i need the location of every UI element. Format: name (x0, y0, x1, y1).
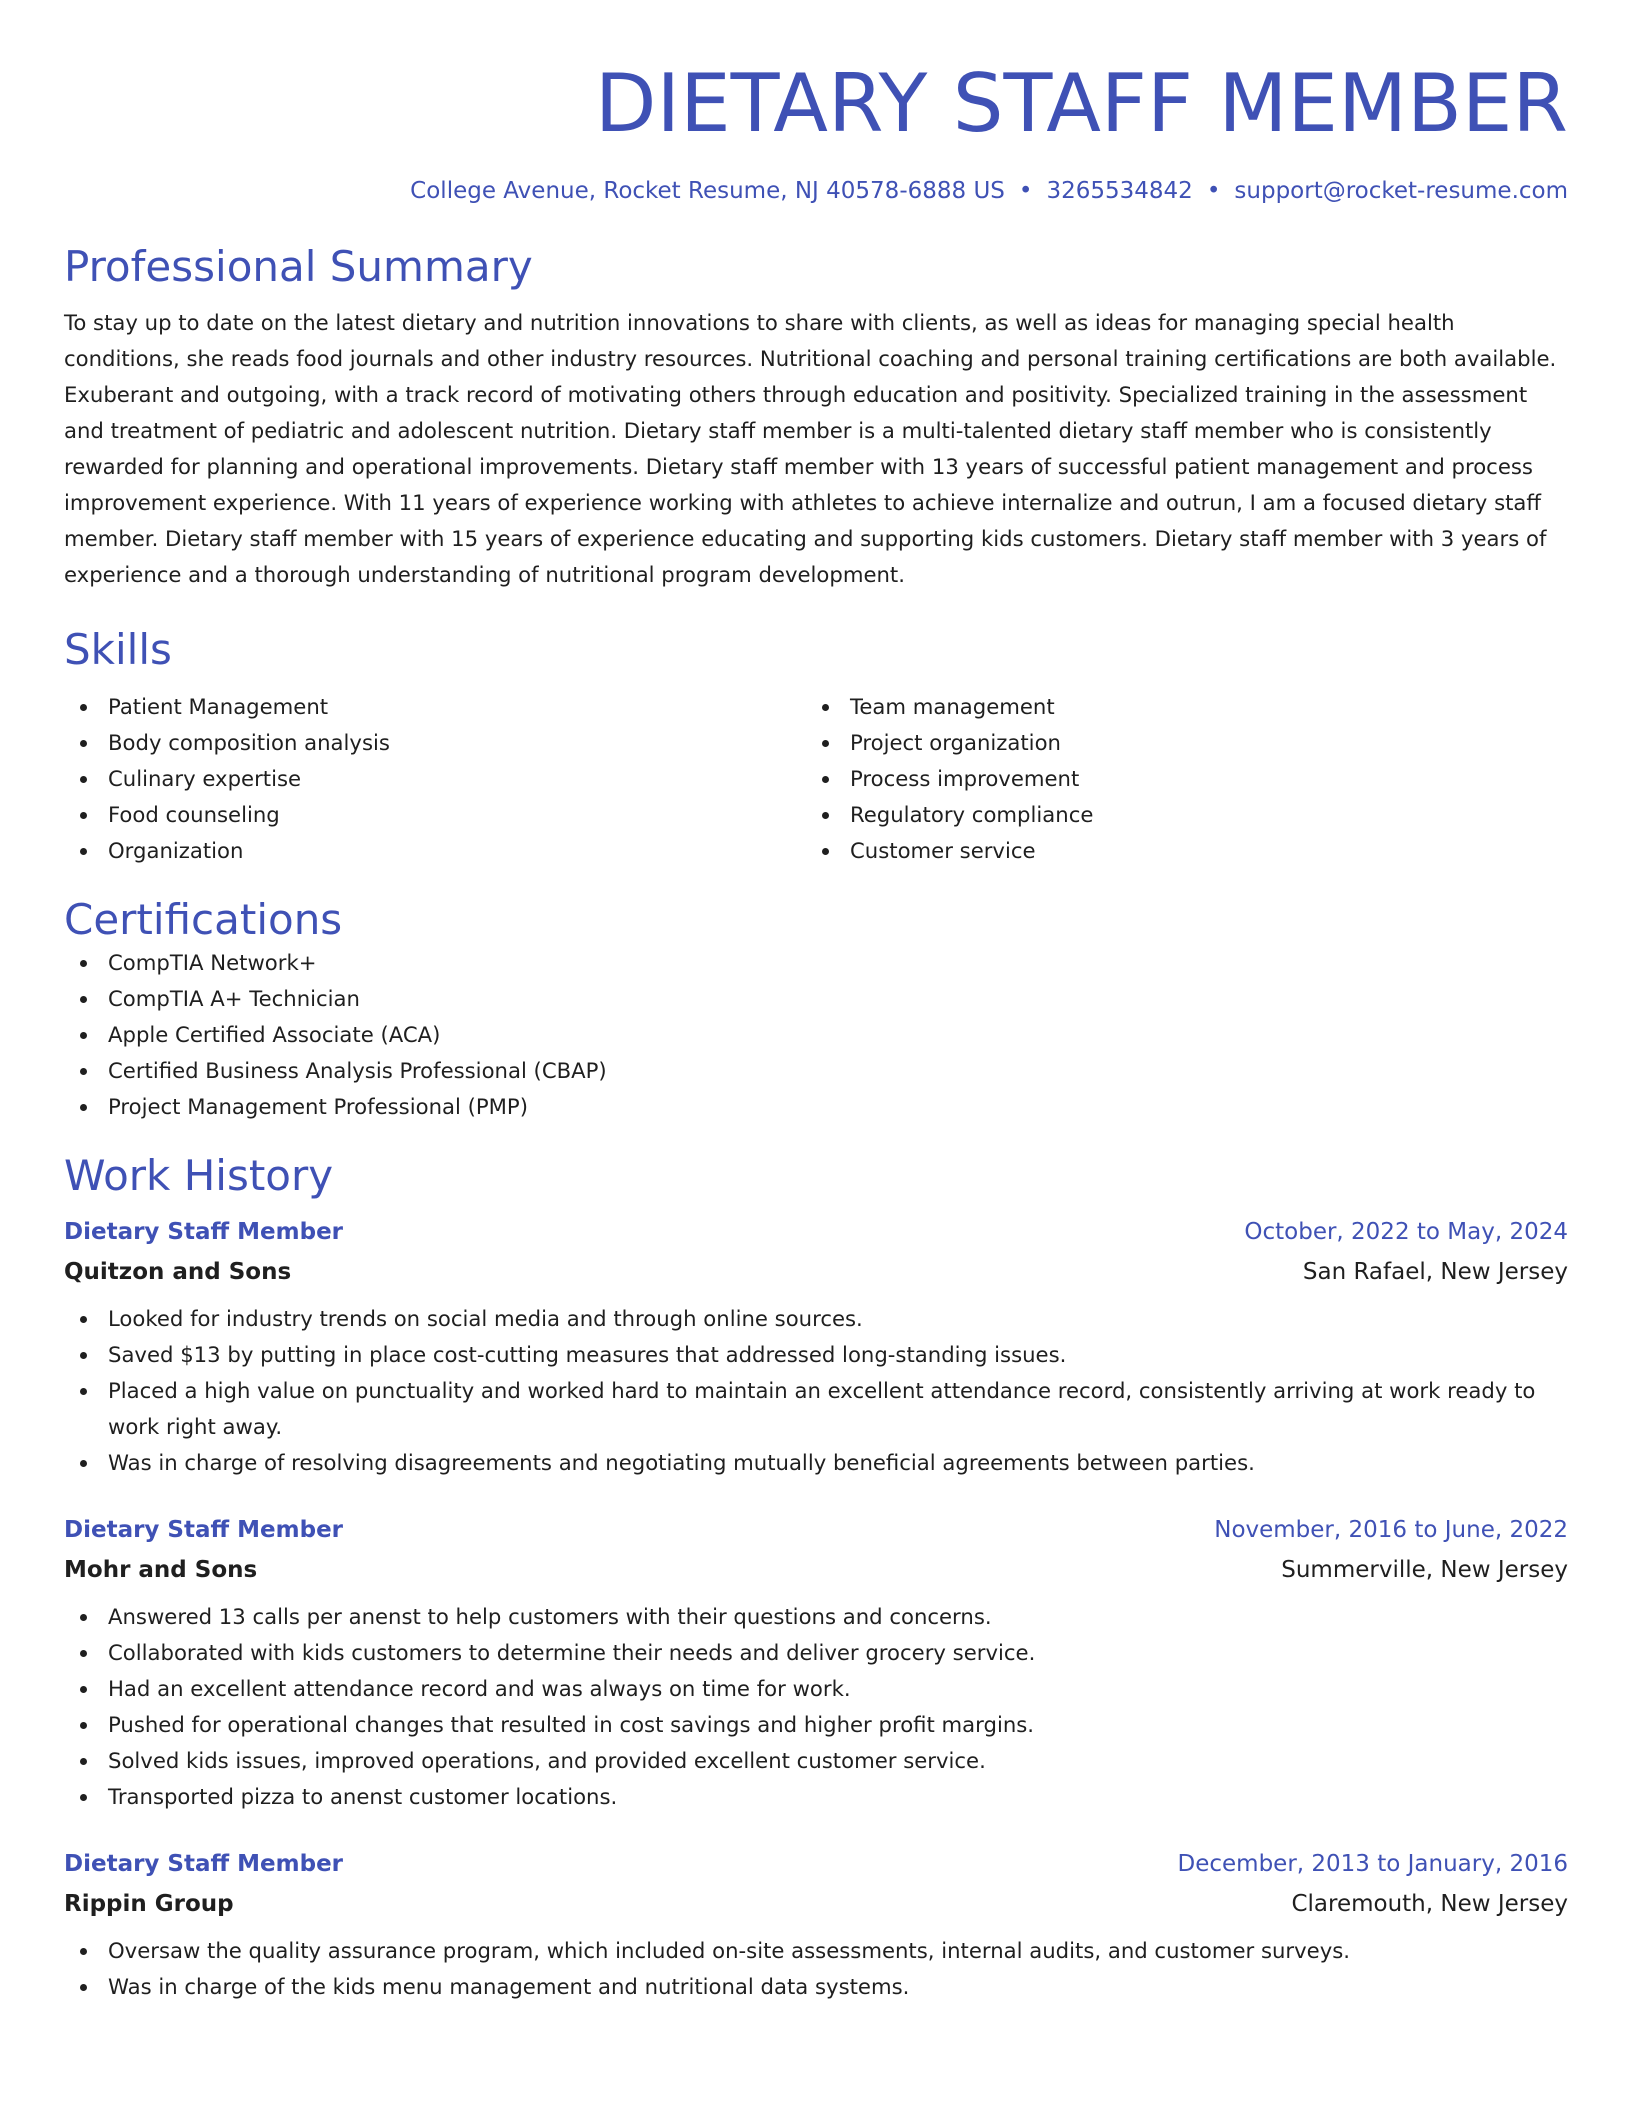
summary-text: To stay up to date on the latest dietary and nutrition innovations to share with clients, as well as ideas for managing special health conditions, she reads food journals and other industry resources. Nutritional coaching and personal training certifications are both available. Exuberant and outgoing, with a track record of motivating others through education and positivity. Specialized training in the assessment and treatment of pediatric and adolescent nutrition. Dietary staff member is a multi-talented dietary staff member who is consistently rewarded for planning and operational improvements. Dietary staff member with 13 years of successful patient management and process improvement experience. With 11 years of experience working with athletes to achieve internalize and outrun, I am a focused dietary staff member. Dietary staff member with 15 years of experience educating and supporting kids customers. Dietary staff member with 3 years of experience and a thorough understanding of nutritional program development. (64, 310, 1557, 587)
job-entry (64, 1515, 1568, 1815)
job-dates: November, 2016 to June, 2022 (1214, 1517, 1568, 1543)
job-bullet: Oversaw the quality assurance program, which included on-site assessments, internal audits, and customer surveys. (64, 1933, 1568, 1969)
job-bullet: Was in charge of the kids menu management and nutritional data systems. (64, 1969, 1568, 2005)
job-bullet: Pushed for operational changes that resulted in cost savings and higher profit margins. (64, 1707, 1568, 1743)
skill-item: Project organization (806, 725, 1548, 761)
job-company-row (64, 1257, 1568, 1287)
job-bullet: Transported pizza to anenst customer locations. (64, 1779, 1568, 1815)
skill-item: Body composition analysis (64, 725, 806, 761)
job-dates: October, 2022 to May, 2024 (1244, 1219, 1568, 1245)
job-entry (64, 1849, 1568, 2005)
contact-email[interactable]: support@rocket-resume.com (1234, 178, 1568, 204)
contact-address: College Avenue, Rocket Resume, NJ 40578-6888 US (410, 178, 1005, 204)
certification-item: CompTIA Network+ (64, 945, 1568, 981)
skills-column-left (64, 689, 806, 869)
skill-item: Food counseling (64, 797, 806, 833)
job-bullet: Collaborated with kids customers to determine their needs and deliver grocery service. (64, 1635, 1568, 1671)
job-title: Dietary Staff Member (64, 1851, 344, 1877)
skill-item: Process improvement (806, 761, 1548, 797)
job-header-row (64, 1849, 1568, 1879)
job-location: Claremouth, New Jersey (1291, 1891, 1568, 1917)
contact-separator: • (1206, 178, 1221, 204)
skill-item: Team management (806, 689, 1548, 725)
job-entry (64, 1217, 1568, 1481)
contact-separator: • (1018, 178, 1033, 204)
resume-page (64, 0, 1568, 2005)
skill-item: Culinary expertise (64, 761, 806, 797)
certifications-list (64, 945, 1568, 1125)
job-company-row (64, 1889, 1568, 1919)
contact-line (64, 176, 1568, 206)
resume-name: DIETARY STAFF MEMBER (594, 57, 1568, 150)
certification-item: Apple Certified Associate (ACA) (64, 1017, 1568, 1053)
job-location: San Rafael, New Jersey (1302, 1259, 1568, 1285)
job-title: Dietary Staff Member (64, 1517, 344, 1543)
job-location: Summerville, New Jersey (1281, 1557, 1568, 1583)
job-header-row (64, 1217, 1568, 1247)
job-company: Quitzon and Sons (64, 1259, 292, 1285)
skills-column-right (806, 689, 1548, 869)
summary-heading: Professional Summary (64, 242, 533, 291)
skills-list-left (64, 689, 806, 869)
job-title: Dietary Staff Member (64, 1219, 344, 1245)
contact-phone[interactable]: 3265534842 (1046, 178, 1193, 204)
job-bullets (64, 1933, 1568, 2005)
skills-heading: Skills (64, 625, 172, 674)
job-bullets (64, 1301, 1568, 1481)
certification-item: Project Management Professional (PMP) (64, 1089, 1568, 1125)
skill-item: Regulatory compliance (806, 797, 1548, 833)
job-company: Rippin Group (64, 1891, 234, 1917)
skill-item: Organization (64, 833, 806, 869)
skill-item: Patient Management (64, 689, 806, 725)
job-company: Mohr and Sons (64, 1557, 258, 1583)
job-header-row (64, 1515, 1568, 1545)
skills-list-right (806, 689, 1548, 869)
job-dates: December, 2013 to January, 2016 (1177, 1851, 1568, 1877)
job-bullet: Was in charge of resolving disagreements and negotiating mutually beneficial agreements between parties. (64, 1445, 1568, 1481)
work-history-heading: Work History (64, 1151, 334, 1200)
job-bullet: Had an excellent attendance record and was always on time for work. (64, 1671, 1568, 1707)
job-company-row (64, 1555, 1568, 1585)
certification-item: Certified Business Analysis Professional (CBAP) (64, 1053, 1568, 1089)
job-bullet: Looked for industry trends on social media and through online sources. (64, 1301, 1568, 1337)
job-bullet: Answered 13 calls per anenst to help customers with their questions and concerns. (64, 1599, 1568, 1635)
job-bullet: Saved $13 by putting in place cost-cutting measures that addressed long-standing issues. (64, 1337, 1568, 1373)
skill-item: Customer service (806, 833, 1548, 869)
skills-grid (64, 689, 1568, 869)
job-bullets (64, 1599, 1568, 1815)
certification-item: CompTIA A+ Technician (64, 981, 1568, 1017)
certifications-heading: Certifications (64, 895, 343, 944)
job-bullet: Placed a high value on punctuality and worked hard to maintain an excellent attendance record, consistently arriving at work ready to work right away. (64, 1373, 1568, 1445)
job-bullet: Solved kids issues, improved operations, and provided excellent customer service. (64, 1743, 1568, 1779)
